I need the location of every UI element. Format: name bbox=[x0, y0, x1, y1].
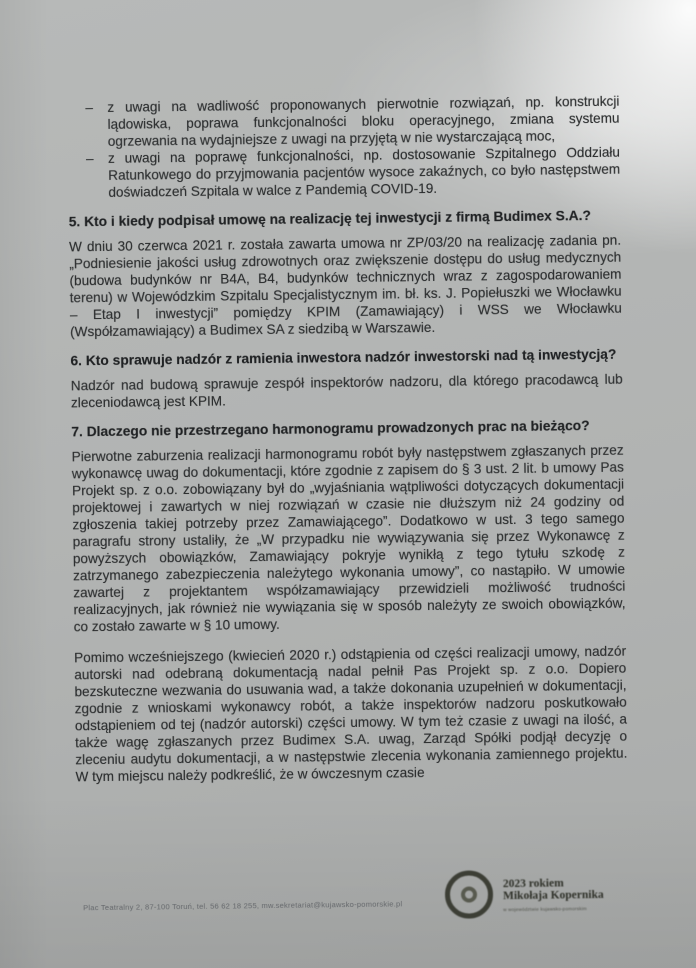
bullet-item bbox=[85, 93, 620, 151]
bullet-text: z uwagi na wadliwość proponowanych pierwotnie rozwiązań, np. konstrukcji lądowiska, poprawa funkcjonalności bloku operacyjnego, zmiana systemu ogrzewania na wydajniejsze z uwagi na przyjętą w nie wystarczającą moc, bbox=[107, 93, 620, 149]
answer-paragraph-5: W dniu 30 czerwca 2021 r. została zawarta umowa nr ZP/03/20 na realizację zadania pn. „Podniesienie jakości usług zdrowotnych oraz zwiększenie dostępu do usług medycznych (budowa budynków nr B4A, B4, budynków technicznych wraz z zagospodarowaniem terenu) w Wojewódzkim Szpitalu Specjalistycznym im. bł. ks. J. Popiełuszki we Włocławku – Etap I inwestycji” pomiędzy KPIM (Zamawiający) i WSS we Włocławku (Współzamawiający) a Budimex SA z siedzibą w Warszawie. bbox=[68, 232, 622, 340]
logo-name-line: Mikołaja Kopernika bbox=[502, 888, 604, 903]
page-content bbox=[67, 93, 627, 786]
answer-paragraph-7a: Pierwotne zaburzenia realizacji harmonogramu robót były następstwem zgłaszanych przez wykonawcę uwag do dokumentacji, które zgodnie z zapisem do § 3 ust. 2 lit. b umowy Pas Projekt sp. z o.o. zobowiązany był do „wyjaśniania wątpliwości dotyczących dokumentacji projektowej i zawartych w niej rozwiązań w czasie nie dłuższym niż 24 godziny od zgłoszenia takiej potrzeby przez Zamawiającego”. Dodatkowo w ust. 3 tego samego paragrafu strony ustaliły, że „W przypadku nie wywiązywania się przez Wykonawcę z powyższych obowiązków, Zamawiający pokryje wynikłą z tego tytułu szkodę z zatrzymanego zabezpieczenia należytego wykonania umowy”, co nastąpiło. W umowie zawartej z projektantem współzamawiający przewidzieli możliwość trudności realizacyjnych, jak również nie wywiązania się w sposób należyty ze swoich obowiązków, co zostało zawarte w § 10 umowy. bbox=[71, 442, 626, 635]
dash-bullet-icon: – bbox=[85, 100, 94, 116]
copernicus-year-logo bbox=[445, 869, 604, 919]
logo-subtitle-line: w województwie kujawsko-pomorskim bbox=[503, 905, 587, 912]
answer-paragraph-6: Nadzór nad budową sprawuje zespół inspektorów nadzoru, dla którego pracodawcą lub zleceniodawcą jest KPIM. bbox=[70, 371, 623, 411]
logo-text bbox=[503, 877, 604, 916]
qa-section-7 bbox=[71, 417, 627, 786]
sun-ring-icon bbox=[445, 870, 494, 919]
question-heading-6: 6. Kto sprawuje nadzór z ramienia inwestora nadzór inwestorski nad tą inwestycją? bbox=[70, 346, 617, 369]
bullet-item bbox=[86, 144, 621, 202]
question-heading-5: 5. Kto i kiedy podpisał umowę na realizację tej inwestycji z firmą Budimex S.A.? bbox=[68, 208, 591, 230]
footer-contact-line: Plac Teatralny 2, 87-100 Toruń, tel. 56 62 18 255, mw.sekretariat@kujawsko-pomorskie.pl bbox=[83, 899, 403, 913]
answer-paragraph-7b: Pomimo wcześniejszego (kwiecień 2020 r.) odstąpienia od części realizacji umowy, nadzór autorski nad odebraną dokumentacją nadal pełnił Pas Projekt sp. z o.o. Dopiero bezskuteczne wezwania do usuwania wad, a także dokonania uzupełnień w dokumentacji, zgodnie z wnioskami wykonawcy robót, a także inspektorów nadzoru poskutkowało odstąpieniem od tej (nadzór autorski) części umowy. W tym też czasie z uwagi na ilość, a także wagę zgłaszanych przez Budimex S.A. uwag, Zarząd Spółki podjął decyzję o zleceniu audytu dokumentacji, a w następstwie zlecenia wykonania zamiennego projektu. W tym miejscu należy podkreślić, że w ówczesnym czasie bbox=[74, 643, 628, 785]
logo-year-line: 2023 rokiem bbox=[502, 877, 564, 891]
bullet-list bbox=[67, 93, 620, 202]
qa-section-6 bbox=[70, 346, 623, 412]
qa-section-5 bbox=[69, 207, 623, 341]
question-heading-7: 7. Dlaczego nie przestrzegano harmonogramu prowadzonych prac na bieżąco? bbox=[71, 418, 590, 440]
bullet-text: z uwagi na poprawę funkcjonalności, np. dostosowanie Szpitalnego Oddziału Ratunkowego do przyjmowania pacjentów wysoce zakaźnych, co było następstwem doświadczeń Szpitala w walce z Pandemią COVID-19. bbox=[107, 144, 621, 200]
dash-bullet-icon: – bbox=[85, 151, 94, 167]
